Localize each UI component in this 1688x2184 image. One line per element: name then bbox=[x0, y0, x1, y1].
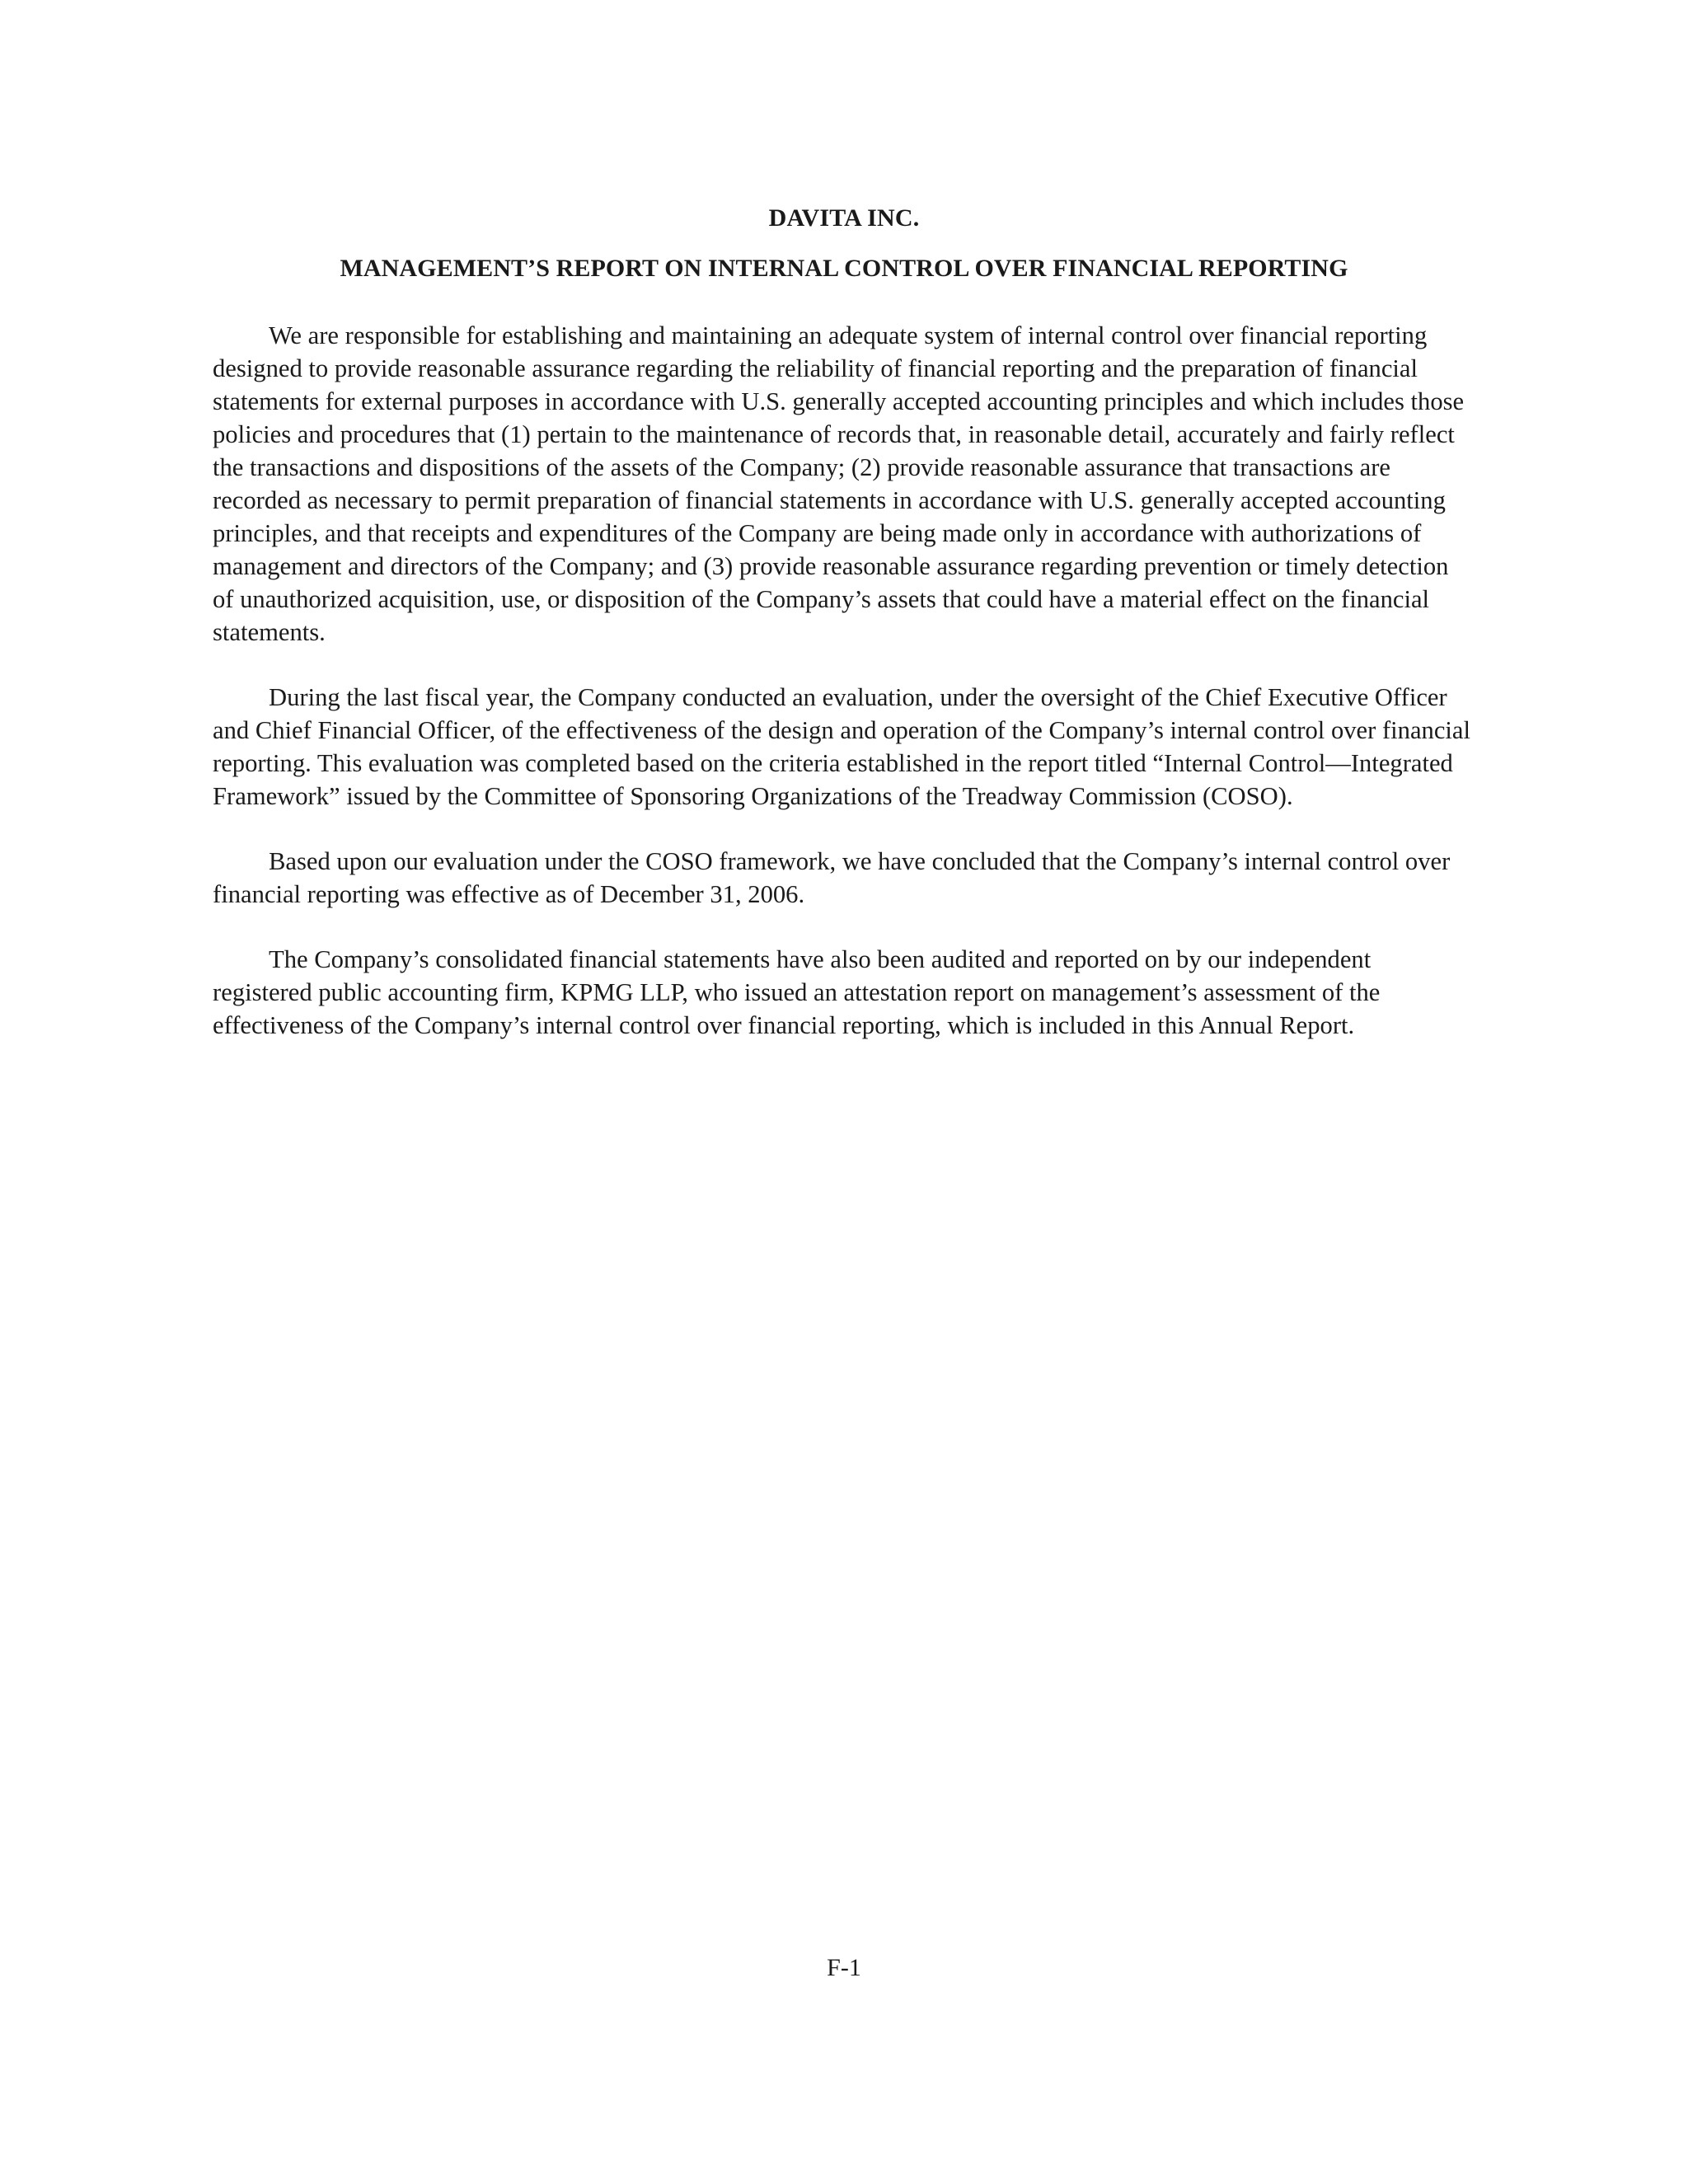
report-text bbox=[213, 319, 1475, 1042]
paragraph-conclusion: Based upon our evaluation under the COSO framework, we have concluded that the Company’s internal control over financial reporting was effective as of December 31, 2006. bbox=[213, 847, 1451, 908]
report-title: MANAGEMENT’S REPORT ON INTERNAL CONTROL OVER FINANCIAL REPORTING bbox=[340, 255, 1348, 282]
paragraph-responsibility: We are responsible for establishing and maintaining an adequate system of internal control over financial reporting designed to provide reasonable assurance regarding the reliability of financial reporting and the preparation of financial statements for external purposes in accordance with U.S. generally accepted accounting principles and which includes those policies and procedures that (1) pertain to the maintenance of records that, in reasonable detail, accurately and fairly reflect the transactions and dispositions of the assets of the Company; (2) provide reasonable assurance that transactions are recorded as necessary to permit preparation of financial statements in accordance with U.S. generally accepted accounting principles, and that receipts and expenditures of the Company are being made only in accordance with authorizations of management and directors of the Company; and (3) provide reasonable assurance regarding prevention or timely detection of unauthorized acquisition, use, or disposition of the Company’s assets that could have a material effect on the financial statements. bbox=[213, 321, 1465, 646]
document-body bbox=[213, 202, 1475, 1074]
company-name: DAVITA INC. bbox=[768, 204, 920, 232]
paragraph-evaluation: During the last fiscal year, the Company conducted an evaluation, under the oversight of the Chief Executive Officer and Chief Financial Officer, of the effectiveness of the design and operation of the Company’s internal control over financial reporting. This evaluation was completed based on the criteria established in the report titled “Internal Control—Integrated Framework” issued by the Committee of Sponsoring Organizations of the Treadway Commission (COSO). bbox=[213, 683, 1470, 810]
page-number: F-1 bbox=[827, 1954, 861, 1981]
paragraph-audit: The Company’s consolidated financial statements have also been audited and reported on by our independent registered public accounting firm, KPMG LLP, who issued an attestation report on management’s assessment of the effectiveness of the Company’s internal control over financial reporting, which is included in this Annual Report. bbox=[213, 945, 1381, 1039]
